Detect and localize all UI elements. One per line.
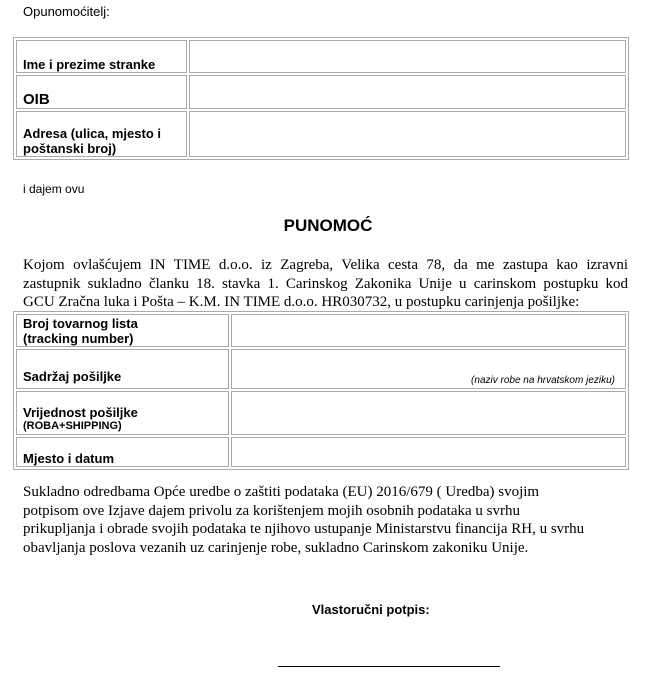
- intro-line-1: Kojom ovlašćujem IN TIME d.o.o. iz Zagreba, Velika cesta 78, da me zastupa kao izravni: [23, 257, 628, 273]
- gdpr-line-4: obavljanja poslova vezanih uz carinjenje robe, sukladno Carinskom zakoniku Unije.: [23, 539, 529, 556]
- table-row: [16, 111, 626, 157]
- oib-field[interactable]: [189, 75, 626, 109]
- oib-label: OIB: [16, 75, 187, 109]
- principal-label: Opunomoćitelj:: [23, 4, 110, 19]
- table-row: [16, 314, 626, 347]
- shipment-info-table: [13, 311, 629, 470]
- signature-line[interactable]: [278, 666, 500, 667]
- hereby-text: i dajem ovu: [23, 182, 85, 196]
- gdpr-line-1: Sukladno odredbama Opće uredbe o zaštiti podataka (EU) 2016/679 ( Uredba) svojim: [23, 484, 540, 500]
- place-date-label: Mjesto i datum: [16, 437, 229, 467]
- tracking-label-line2: (tracking number): [23, 330, 134, 346]
- signature-label: Vlastoručni potpis:: [312, 602, 430, 617]
- gdpr-consent-paragraph: [23, 483, 628, 557]
- place-date-field[interactable]: [231, 437, 626, 467]
- table-row: [16, 75, 626, 109]
- intro-line-3: GCU Zračna luka i Pošta – K.M. IN TIME d.o.o. HR030732, u postupku carinjenja pošiljke:: [23, 294, 580, 310]
- intro-line-2: zastupnik sukladno članku 18. stavka 1. Carinskog Zakonika Unije u carinskom postupku kod: [23, 275, 628, 292]
- value-label: [16, 391, 229, 435]
- table-row: [16, 40, 626, 73]
- address-label-line1: Adresa (ulica, mjesto i: [23, 126, 161, 141]
- table-row: [16, 437, 626, 467]
- contents-hint: (naziv robe na hrvatskom jeziku): [471, 375, 615, 386]
- address-label-line2: poštanski broj): [23, 141, 117, 156]
- tracking-number-field[interactable]: [231, 314, 626, 347]
- gdpr-line-3: prikupljanja i obrade svojih podataka te njihovo ustupanje Ministarstvu financija RH, u svrhu: [23, 521, 585, 537]
- authorization-paragraph: [23, 256, 628, 312]
- value-label-line1: Vrijednost pošiljke: [23, 405, 138, 420]
- gdpr-line-2: potpisom ove Izjave dajem privolu za korištenjem mojih osobnih podataka u svrhu: [23, 502, 520, 519]
- client-info-table: [13, 37, 629, 160]
- name-label: Ime i prezime stranke: [16, 40, 187, 73]
- name-field[interactable]: [189, 40, 626, 73]
- tracking-label: [16, 314, 229, 347]
- address-field[interactable]: [189, 111, 626, 157]
- tracking-label-line1: Broj tovarnog lista: [23, 315, 138, 331]
- contents-label: Sadržaj pošiljke: [16, 349, 229, 389]
- value-field[interactable]: [231, 391, 626, 435]
- table-row: [16, 349, 626, 389]
- contents-field[interactable]: [231, 349, 626, 389]
- document-title: PUNOMOĆ: [283, 216, 373, 235]
- address-label: [16, 111, 187, 157]
- table-row: [16, 391, 626, 435]
- value-label-line2: (ROBA+SHIPPING): [23, 420, 122, 432]
